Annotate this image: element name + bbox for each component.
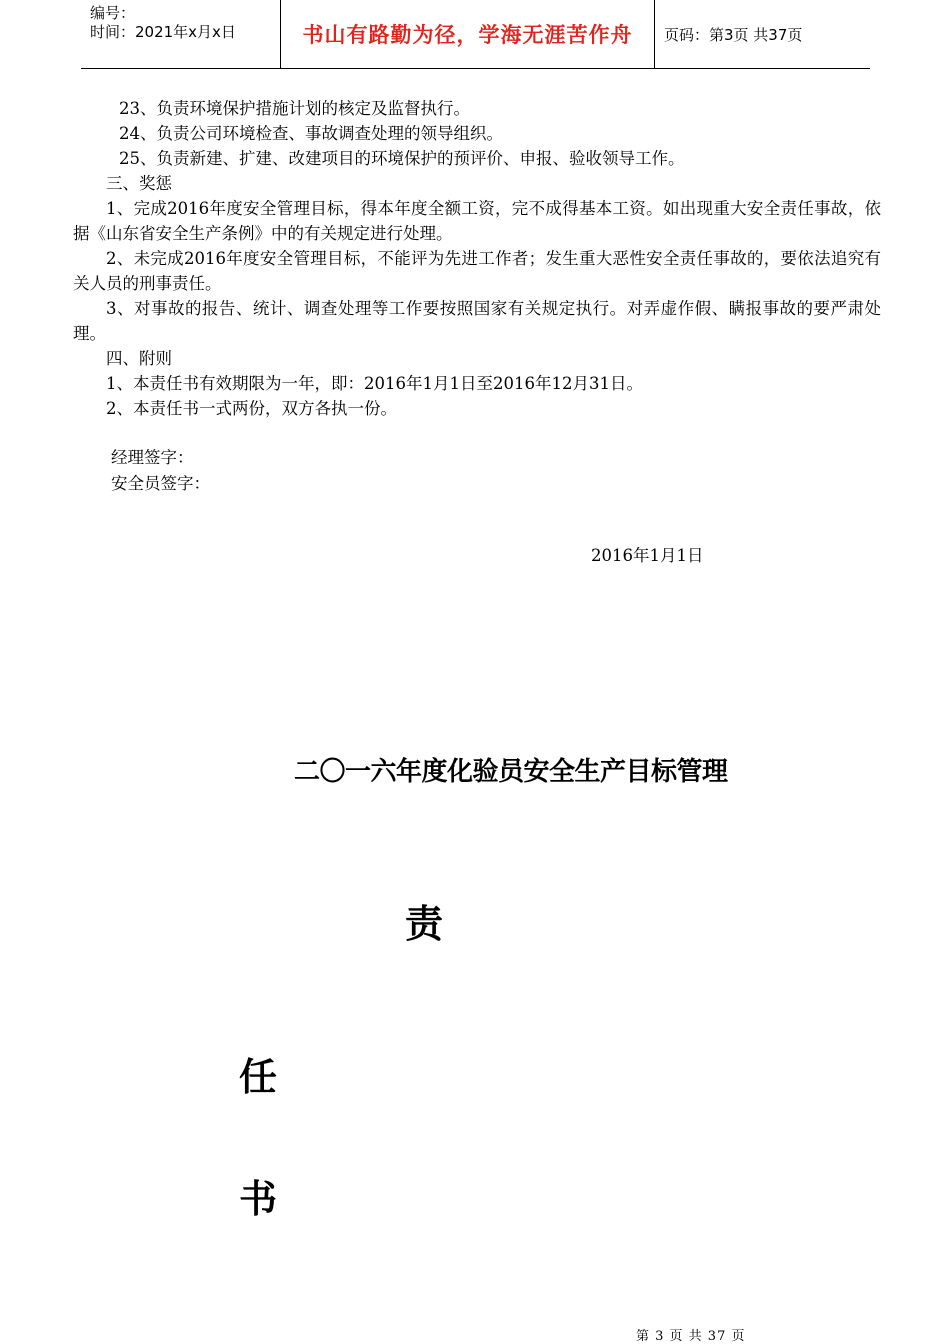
paragraph: 24、负责公司环境检查、事故调查处理的领导组织。 bbox=[119, 124, 503, 143]
page-header bbox=[81, 0, 870, 69]
serial-label: 编号： bbox=[90, 4, 136, 22]
paragraph: 23、负责环境保护措施计划的核定及监督执行。 bbox=[119, 99, 470, 118]
paragraph: 3、对事故的报告、统计、调查处理等工作要按照国家有关规定执行。对弄虚作假、瞒报事故的要严肃处理。 bbox=[73, 299, 881, 343]
paragraph: 25、负责新建、扩建、改建项目的环境保护的预评价、申报、验收领导工作。 bbox=[119, 149, 685, 168]
header-motto: 书山有路勤为径，学海无涯苦作舟 bbox=[281, 0, 655, 68]
time-label: 时间：2021年x月x日 bbox=[90, 23, 236, 41]
paragraph: 2、未完成2016年度安全管理目标，不能评为先进工作者；发生重大恶性安全责任事故的，要依法追究有关人员的刑事责任。 bbox=[73, 249, 881, 293]
safety-officer-signature-label: 安全员签字： bbox=[111, 474, 210, 493]
header-page-label: 页码：第3页 共37页 bbox=[664, 25, 803, 44]
header-meta bbox=[81, 0, 281, 68]
paragraph: 2、本责任书一式两份，双方各执一份。 bbox=[106, 399, 397, 418]
document-body bbox=[73, 96, 881, 421]
paragraph: 1、本责任书有效期限为一年，即：2016年1月1日至2016年12月31日。 bbox=[106, 374, 643, 393]
cover-title: 二〇一六年度化验员安全生产目标管理 bbox=[294, 757, 728, 787]
signature-block bbox=[111, 445, 210, 497]
section-heading: 三、奖惩 bbox=[106, 174, 172, 193]
cover-char-ren: 任 bbox=[239, 1055, 278, 1099]
paragraph: 1、完成2016年度安全管理目标，得本年度全额工资，完不成得基本工资。如出现重大安全责任事故，依据《山东省安全生产条例》中的有关规定进行处理。 bbox=[73, 199, 881, 243]
page-footer: 第 3 页 共 37 页 bbox=[636, 1329, 746, 1344]
cover-char-ze: 责 bbox=[405, 902, 444, 946]
manager-signature-label: 经理签字： bbox=[111, 448, 194, 467]
section-heading: 四、附则 bbox=[106, 349, 172, 368]
document-date: 2016年1月1日 bbox=[591, 546, 704, 565]
cover-char-shu: 书 bbox=[239, 1177, 278, 1221]
